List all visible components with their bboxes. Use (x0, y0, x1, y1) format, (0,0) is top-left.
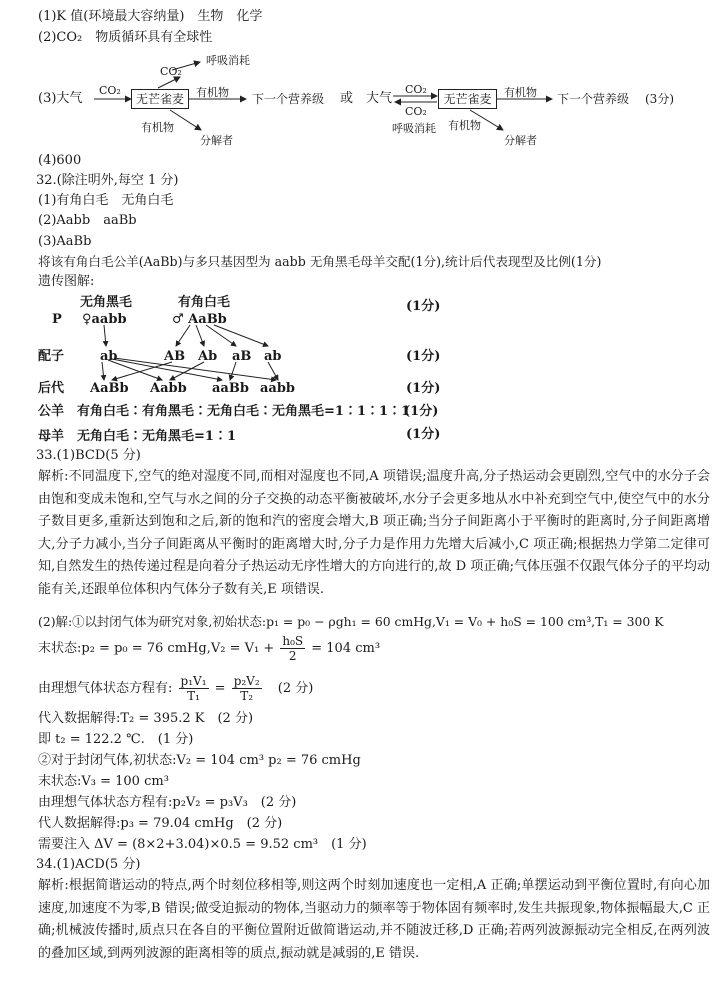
q33-step-3-fraction-1 (179, 674, 209, 703)
diagram1-organic-down: 有机物 (141, 121, 174, 134)
score-ram: (1分) (404, 404, 439, 419)
diagram1-producer-box: 无芒雀麦 (131, 89, 189, 109)
q33-step-2-fraction (280, 634, 305, 663)
q34-heading: 34.(1)ACD(5 分) (36, 857, 141, 872)
diagram2-organic-label: 有机物 (504, 86, 537, 99)
diagram1-respiration: 呼吸消耗 (206, 54, 250, 67)
diagram2-organic-down: 有机物 (448, 119, 481, 132)
male-gamete-4: ab (264, 349, 282, 364)
q31-line-1: (1)K 值(环境最大容纳量) 生物 化学 (38, 9, 263, 24)
diagram1-decomposer: 分解者 (200, 134, 233, 147)
parent-label: P (52, 312, 62, 327)
q32-line-4: 将该有角白毛公羊(AaBb)与多只基因型为 aabb 无角黑毛母羊交配(1分),统计后代表现型及比例(1分) (38, 254, 602, 269)
fraction-numerator: p₁V₁ (180, 674, 207, 688)
diagram-score: (3分) (645, 92, 674, 106)
score-ewe: (1分) (406, 427, 441, 442)
score-gametes: (1分) (406, 349, 441, 364)
female-phenotype: 无角黑毛 (80, 295, 133, 310)
diagram2-decomposer: 分解者 (504, 134, 537, 147)
diagram1-co2-up-label: CO₂ (160, 65, 182, 78)
q33-step-5: 即 t₂ = 122.2 ℃. (1 分) (38, 732, 194, 747)
fraction-denominator: 2 (288, 649, 297, 663)
fraction-numerator: h₀S (282, 634, 304, 648)
q32-line-5: 遗传图解: (38, 274, 95, 289)
fraction-denominator: T₁ (187, 689, 200, 703)
q33-step-2-b: = 104 cm³ (311, 641, 381, 656)
q33-analysis: 解析:不同温度下,空气的绝对湿度不同,而相对湿度也不同,A 项错误;温度升高,分子热运动会更剧烈,空气中的水分子会由饱和变成未饱和,空气与水之间的分子交换的动态平衡被破坏,水分子会更多地从水中补充到空气中,使空气中的水分子数目更多,重新达到饱和之后,新的饱和汽的密度会增大,B 项正确;当分子间距离小于平衡时的距离时,分子间距离增大,分子力减小,当分子间距离从平衡时的距离增大时,分子力是作用力先增大后减小,C 项正确;根据热力学第二定律可知,自然发生的热传递过程是向着分子热运动无序性增大的方向进行的,故 D 项正确;气体压强不仅跟气体分子的平均动能有关,还跟单位体积内气体分子数有关,E 项错误. (38, 469, 710, 597)
diagram1-prefix: (3)大气 (38, 91, 83, 106)
q33-step-3 (38, 673, 313, 705)
q33-step-8: 由理想气体状态方程有:p₂V₂ = p₃V₃ (2 分) (38, 795, 297, 810)
q33-step-10: 需要注入 ΔV = (8×2+3.04)×0.5 = 9.52 cm³ (1 分) (38, 837, 367, 852)
ewe-ratio: 母羊 无角白毛∶无角黑毛=1∶1 (38, 429, 236, 444)
diagram2-producer-box: 无芒雀麦 (438, 89, 497, 109)
diagram1-co2-label: CO₂ (99, 84, 121, 97)
offspring-2: Aabb (150, 381, 187, 396)
diagram2-respiration: 呼吸消耗 (392, 122, 436, 135)
q33-heading: 33.(1)BCD(5 分) (36, 448, 141, 463)
ram-ratio: 公羊 有角白毛∶有角黑毛∶无角白毛∶无角黑毛=1∶1∶1∶1 (38, 404, 411, 419)
q33-step-3-fraction-2 (232, 674, 262, 703)
male-gamete-1: AB (164, 349, 186, 364)
q31-line-4: (4)600 (38, 153, 82, 168)
q33-step-2 (38, 633, 380, 665)
q32-line-1: (1)有角白毛 无角白毛 (38, 193, 174, 208)
q32-line-3: (3)AaBb (38, 234, 92, 249)
q33-step-3-score: (2 分) (277, 681, 314, 696)
diagram1-next-level: 下一个营养级 (252, 92, 325, 106)
male-phenotype: 有角白毛 (178, 295, 231, 310)
male-gamete-2: Ab (198, 349, 218, 364)
offspring-3: aaBb (212, 381, 249, 396)
male-gamete-3: aB (232, 349, 252, 364)
diagram1-organic-label: 有机物 (196, 86, 229, 99)
female-gamete: ab (100, 349, 118, 364)
equals-sign: = (214, 681, 226, 696)
offspring-1: AaBb (90, 381, 129, 396)
q32-heading: 32.(除注明外,每空 1 分) (36, 173, 179, 188)
female-genotype: ♀aabb (82, 312, 127, 327)
diagram-or: 或 (340, 91, 354, 106)
offspring-label: 后代 (38, 381, 65, 396)
q31-line-2: (2)CO₂ 物质循环具有全球性 (38, 30, 213, 45)
q33-step-4: 代入数据解得:T₂ = 395.2 K (2 分) (38, 711, 254, 726)
q34-analysis: 解析:根据简谐运动的特点,两个时刻位移相等,则这两个时刻加速度也一定相,A 正确;单摆运动到平衡位置时,有向心加速度,加速度不为零,B 错误;做受迫振动的物体,当驱动力的频率等于物体固有频率时,发生共振现象,物体振幅最大,C 正确;机械波传播时,质点只在各自的平衡位置附近做简谐运动,并不随波迁移,D 正确;若两列波源振动完全相反,在两列波的叠加区域,到两列波源的距离相等的质点,振动就是减弱的,E 错误. (38, 878, 710, 961)
q33-step-6: ②对于封闭气体,初状态:V₂ = 104 cm³ p₂ = 76 cmHg (38, 753, 361, 768)
q33-step-9: 代人数据解得:p₃ = 79.04 cmHg (2 分) (38, 816, 283, 831)
diagram2-co2-top: CO₂ (405, 83, 427, 96)
fraction-denominator: T₂ (240, 689, 254, 703)
score-offspring: (1分) (406, 381, 441, 396)
q33-step-1: (2)解:①以封闭气体为研究对象,初始状态:p₁ = p₀ − ρgh₁ = 60 cmHg,V₁ = V₀ + h₀S = 100 cm³,T₁ = 300 K (38, 614, 664, 629)
q33-step-2-a: 末状态:p₂ = p₀ = 76 cmHg,V₂ = V₁ + (38, 641, 275, 656)
diagram2-co2-bottom: CO₂ (405, 105, 427, 118)
diagram2-prefix: 大气 (366, 91, 393, 106)
q32-line-2: (2)Aabb aaBb (38, 213, 137, 228)
fraction-numerator: p₂V₂ (233, 674, 260, 688)
offspring-4: aabb (260, 381, 296, 396)
q33-step-7: 末状态:V₃ = 100 cm³ (38, 774, 169, 789)
male-genotype: ♂ AaBb (172, 312, 227, 327)
gamete-label: 配子 (38, 349, 65, 364)
score-parents: (1分) (406, 299, 441, 314)
q33-step-3-a: 由理想气体状态方程有: (38, 681, 173, 696)
diagram2-next-level: 下一个营养级 (557, 92, 630, 106)
